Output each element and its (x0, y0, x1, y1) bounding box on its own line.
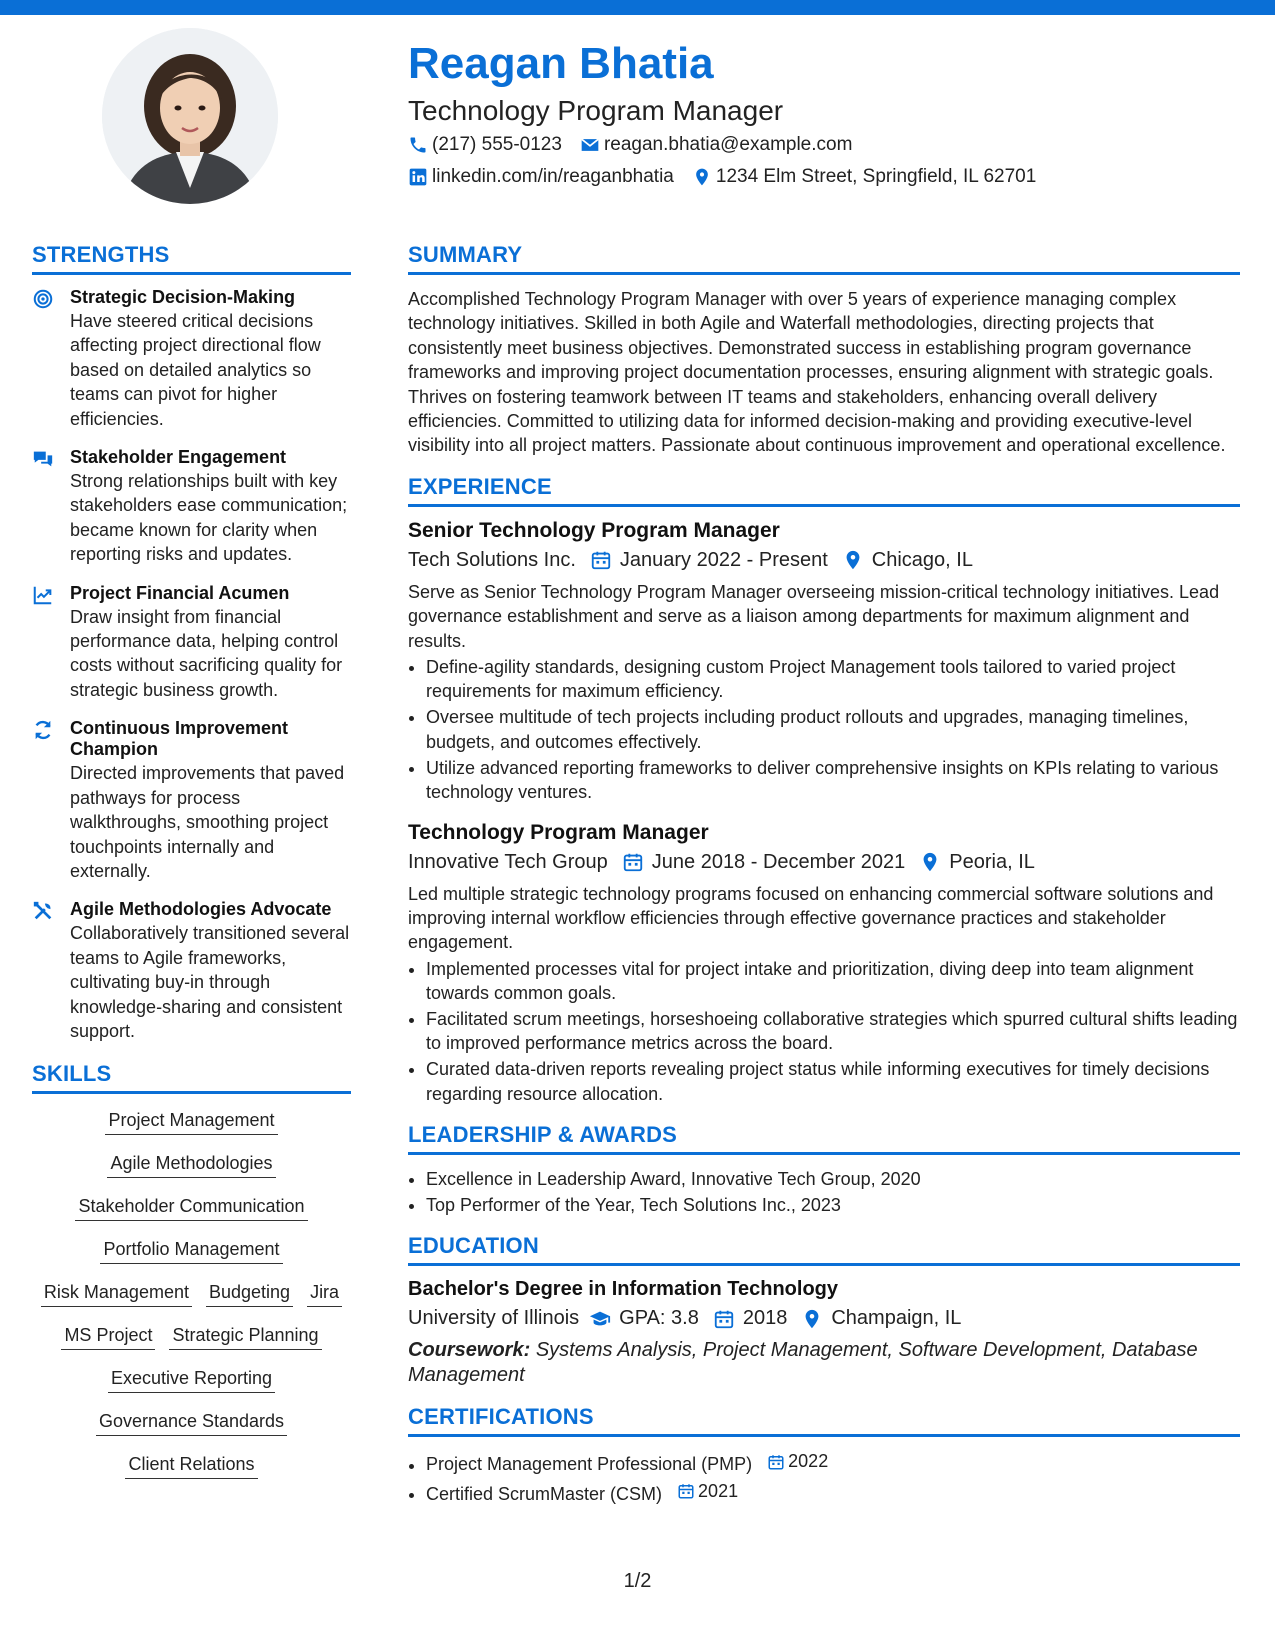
job-dates (622, 851, 906, 874)
target-icon (32, 287, 58, 312)
skill-tag: Budgeting (206, 1282, 293, 1307)
skill-tag: Strategic Planning (169, 1325, 321, 1350)
job-bullets (408, 957, 1240, 1106)
linkedin-icon (408, 167, 428, 187)
skill-row (32, 1325, 351, 1350)
phone-icon (408, 135, 428, 155)
strength-desc: Draw insight from financial performance data, helping control costs without sacrificing quality for strategic business growth. (70, 606, 343, 700)
skill-row (32, 1368, 351, 1393)
map-pin-icon (801, 1308, 823, 1330)
degree-title: Bachelor's Degree in Information Technology (408, 1278, 839, 1301)
strength-desc: Strong relationships built with key stakeholders ease communication; became known for clarity when reporting risks and updates. (70, 471, 348, 565)
skill-tag: Project Management (105, 1110, 277, 1135)
certifications-list (408, 1449, 1240, 1506)
education-section (408, 1233, 1240, 1388)
strength-item (32, 583, 351, 703)
job-dates-text: January 2022 - Present (619, 548, 828, 571)
email-item[interactable] (580, 134, 852, 156)
phone-text: (217) 555-0123 (432, 134, 562, 155)
skill-tag: Agile Methodologies (107, 1153, 275, 1178)
linkedin-item[interactable] (408, 166, 674, 188)
strength-title: Agile Methodologies Advocate (70, 899, 332, 920)
strength-item (32, 899, 351, 1043)
map-pin-icon (842, 549, 864, 571)
job-title: Senior Technology Program Manager (408, 518, 780, 542)
job-location-text: Chicago, IL (871, 548, 973, 571)
experience-section (408, 474, 1240, 1106)
phone-item (408, 134, 562, 156)
certifications-heading: CERTIFICATIONS (408, 1404, 1240, 1437)
tools-icon (32, 899, 58, 924)
education-location-text: Champaign, IL (831, 1307, 962, 1330)
awards-section (408, 1122, 1240, 1217)
award-item: • Excellence in Leadership Award, Innovative Tech Group, 2020 (426, 1167, 1240, 1191)
job-bullet: • Oversee multitude of tech projects including product rollouts and upgrades, managing timelines, budgets, and outcomes effectively. (426, 705, 1240, 754)
chat-bubbles-icon (32, 447, 58, 472)
school-name-text: University of Illinois (408, 1307, 580, 1330)
job-entry (408, 519, 1240, 805)
skill-row (32, 1153, 351, 1178)
right-column (408, 242, 1240, 1522)
skill-row (32, 1282, 351, 1307)
contact-row-2 (408, 166, 1054, 188)
strength-desc: Have steered critical decisions affecting project directional flow based on detailed analytics so teams can pivot for higher efficiencies. (70, 311, 321, 429)
job-dates-text: June 2018 - December 2021 (651, 850, 906, 873)
certification-item (426, 1479, 1240, 1507)
job-description: Led multiple strategic technology programs focused on enhancing commercial software solutions and improving internal workflow efficiencies through effective governance practices and stakeholder engagement. (408, 883, 1214, 953)
job-description: Serve as Senior Technology Program Manager overseeing mission-critical technology initiatives. Lead governance establishment and serve as a liaison among departments for maximum alignment and results. (408, 581, 1220, 651)
company-name: Tech Solutions Inc. (408, 548, 576, 571)
calendar-icon (590, 549, 612, 571)
skill-row (32, 1196, 351, 1221)
gpa-text: GPA: 3.8 (619, 1307, 699, 1330)
job-location (842, 549, 973, 572)
calendar-icon (767, 1453, 785, 1471)
page-number: 1/2 (623, 1570, 652, 1592)
skill-tag: Risk Management (41, 1282, 192, 1307)
awards-heading: LEADERSHIP & AWARDS (408, 1122, 1240, 1155)
chart-line-icon (32, 583, 58, 608)
strengths-heading: STRENGTHS (32, 242, 351, 275)
calendar-icon (622, 851, 644, 873)
strength-item (32, 287, 351, 431)
job-meta (408, 549, 1240, 572)
left-column (32, 242, 351, 1497)
skill-tag: Stakeholder Communication (75, 1196, 307, 1221)
skill-tag: Executive Reporting (108, 1368, 275, 1393)
education-meta (408, 1307, 1240, 1330)
strength-item (32, 718, 351, 883)
certification-date (677, 1479, 738, 1503)
skill-row (32, 1110, 351, 1135)
skill-tag: MS Project (61, 1325, 155, 1350)
coursework (408, 1338, 1240, 1388)
contact-row-1 (408, 134, 870, 156)
job-entry (408, 821, 1240, 1107)
candidate-name: Reagan Bhatia (408, 39, 714, 88)
skills-heading: SKILLS (32, 1061, 351, 1094)
strength-item (32, 447, 351, 567)
summary-text: Accomplished Technology Program Manager with over 5 years of experience managing complex technology initiatives. Skilled in both Agile and Waterfall methodologies, directing projects that consistently meet business objectives. Demonstrated success in establishing program governance frameworks and improving project documentation processes, ensuring alignment with strategic goals. Thrives on fostering teamwork between IT teams and stakeholders, enhancing overall delivery efficiencies. Committed to utilizing data for informed decision-making and providing executive-level visibility into all project matters. Passionate about continuous improvement and operational excellence. (408, 289, 1226, 456)
map-pin-icon (919, 851, 941, 873)
skill-row (32, 1411, 351, 1436)
job-bullet: • Define-agility standards, designing custom Project Management tools tailored to varied project requirements for maximum efficiency. (426, 655, 1240, 704)
skill-tag: Jira (307, 1282, 342, 1307)
experience-heading: EXPERIENCE (408, 474, 1240, 507)
graduation-cap-icon (589, 1308, 611, 1330)
job-bullet: • Curated data-driven reports revealing project status while informing executives for timely decisions regarding resource allocation. (426, 1057, 1240, 1106)
strength-title: Project Financial Acumen (70, 582, 290, 603)
certification-name: Project Management Professional (PMP) (426, 1454, 753, 1475)
certification-item (426, 1449, 1240, 1477)
skill-tag: Portfolio Management (100, 1239, 282, 1264)
candidate-title: Technology Program Manager (408, 95, 784, 126)
education-year-text: 2018 (742, 1307, 788, 1330)
certification-year: 2022 (788, 1451, 829, 1472)
linkedin-link[interactable]: linkedin.com/in/reaganbhatia (432, 166, 674, 187)
coursework-text: Systems Analysis, Project Management, Software Development, Database Management (408, 1339, 1198, 1387)
skill-row (32, 1454, 351, 1479)
strength-title: Strategic Decision-Making (70, 287, 296, 307)
award-item: • Top Performer of the Year, Tech Solutions Inc., 2023 (426, 1193, 1240, 1217)
skill-row (32, 1239, 351, 1264)
strength-desc: Directed improvements that paved pathways for process walkthroughs, smoothing project touchpoints internally and externally. (70, 763, 345, 881)
certification-date (767, 1449, 828, 1473)
job-bullet: • Facilitated scrum meetings, horseshoeing collaborative strategies which spurred cultural shifts leading to improved performance metrics across the board. (426, 1007, 1240, 1056)
job-meta (408, 851, 1240, 874)
strength-title: Stakeholder Engagement (70, 447, 287, 468)
address-text: 1234 Elm Street, Springfield, IL 62701 (715, 166, 1037, 187)
calendar-icon (677, 1482, 695, 1500)
map-pin-icon (692, 167, 712, 187)
awards-list (408, 1167, 1240, 1217)
refresh-icon (32, 718, 58, 743)
email-link[interactable]: reagan.bhatia@example.com (603, 134, 853, 155)
summary-heading: SUMMARY (408, 242, 1240, 275)
strength-title: Continuous Improvement Champion (70, 718, 289, 760)
top-accent-bar (0, 0, 1275, 15)
job-title: Technology Program Manager (408, 820, 709, 844)
skills-section (32, 1061, 351, 1479)
school-name (408, 1307, 699, 1330)
job-bullets (408, 655, 1240, 804)
job-location (919, 851, 1035, 874)
strength-desc: Collaboratively transitioned several teams to Agile frameworks, cultivating buy-in through knowledge-sharing and consistent support. (70, 923, 350, 1041)
certification-name: Certified ScrumMaster (CSM) (426, 1483, 663, 1504)
certifications-section (408, 1404, 1240, 1506)
job-location-text: Peoria, IL (949, 850, 1035, 873)
job-dates (590, 549, 828, 572)
job-bullet: • Implemented processes vital for project intake and prioritization, diving deep into team alignment towards common goals. (426, 957, 1240, 1006)
address-item (692, 166, 1036, 188)
summary-section (408, 242, 1240, 458)
job-bullet: • Utilize advanced reporting frameworks to deliver comprehensive insights on KPIs relating to various technology ventures. (426, 756, 1240, 805)
company-name: Innovative Tech Group (408, 850, 608, 873)
education-heading: EDUCATION (408, 1233, 1240, 1266)
skill-tag: Governance Standards (96, 1411, 287, 1436)
profile-photo (102, 28, 278, 204)
skill-tag: Client Relations (125, 1454, 257, 1479)
education-year (713, 1307, 788, 1330)
education-location (801, 1307, 961, 1330)
envelope-icon (580, 135, 600, 155)
coursework-label: Coursework: (408, 1339, 531, 1362)
calendar-icon (713, 1308, 735, 1330)
certification-year: 2021 (698, 1480, 739, 1501)
